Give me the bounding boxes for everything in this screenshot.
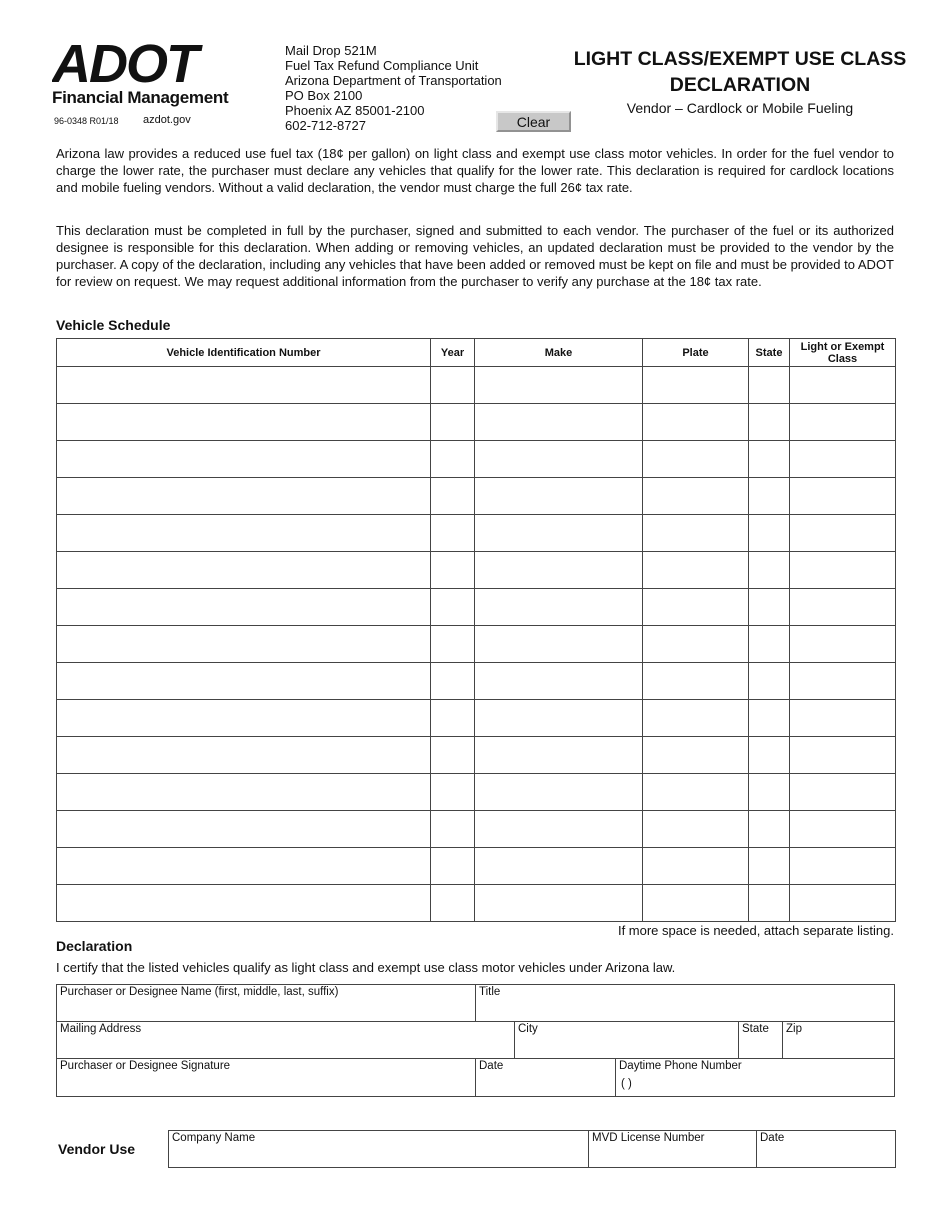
vehicle-state-cell[interactable] <box>749 478 790 515</box>
vehicle-vin-cell[interactable] <box>57 367 431 404</box>
vehicle-state-cell[interactable] <box>749 848 790 885</box>
company-name-label: Company Name <box>172 1132 256 1144</box>
website: azdot.gov <box>143 114 191 126</box>
vehicle-plate-cell[interactable] <box>643 515 749 552</box>
city-label: City <box>518 1023 538 1035</box>
vehicle-plate-cell[interactable] <box>643 700 749 737</box>
vehicle-row <box>57 441 896 478</box>
vehicle-year-cell[interactable] <box>431 626 475 663</box>
vehicle-make-cell[interactable] <box>475 885 643 922</box>
title-line-1: LIGHT CLASS/EXEMPT USE CLASS <box>573 48 907 70</box>
vehicle-year-cell[interactable] <box>431 811 475 848</box>
vehicle-state-cell[interactable] <box>749 441 790 478</box>
vehicle-year-cell[interactable] <box>431 589 475 626</box>
vehicle-year-cell[interactable] <box>431 885 475 922</box>
vehicle-row <box>57 885 896 922</box>
vehicle-vin-cell[interactable] <box>57 774 431 811</box>
address-line: Arizona Department of Transportation <box>285 73 502 88</box>
vehicle-class-cell[interactable] <box>790 552 896 589</box>
vehicle-row <box>57 663 896 700</box>
vehicle-vin-cell[interactable] <box>57 663 431 700</box>
vehicle-plate-cell[interactable] <box>643 626 749 663</box>
page-title <box>550 46 930 98</box>
vehicle-plate-cell[interactable] <box>643 811 749 848</box>
title-line-2: DECLARATION <box>669 74 811 96</box>
vehicle-class-cell[interactable] <box>790 367 896 404</box>
vendor-use-heading: Vendor Use <box>58 1141 136 1157</box>
vehicle-class-cell[interactable] <box>790 626 896 663</box>
vehicle-vin-cell[interactable] <box>57 589 431 626</box>
vehicle-row <box>57 774 896 811</box>
vehicle-state-cell[interactable] <box>749 774 790 811</box>
vehicle-class-cell[interactable] <box>790 663 896 700</box>
page-subtitle: Vendor – Cardlock or Mobile Fueling <box>626 100 854 116</box>
vehicle-row <box>57 515 896 552</box>
table-header-row <box>57 339 896 367</box>
vehicle-class-cell[interactable] <box>790 441 896 478</box>
vehicle-make-cell[interactable] <box>475 589 643 626</box>
state-label: State <box>742 1023 769 1035</box>
mvd-license-field[interactable] <box>588 1130 757 1168</box>
declaration-heading: Declaration <box>56 938 133 954</box>
vehicle-row <box>57 626 896 663</box>
phone-field[interactable] <box>615 1058 895 1097</box>
column-header-plate: Plate <box>643 339 749 367</box>
form-number: 96-0348 R01/18 <box>54 116 119 126</box>
vehicle-plate-cell[interactable] <box>643 774 749 811</box>
vehicle-state-cell[interactable] <box>749 626 790 663</box>
vehicle-row <box>57 811 896 848</box>
adot-logo-graphic <box>52 42 257 88</box>
vehicle-row <box>57 848 896 885</box>
vehicle-vin-cell[interactable] <box>57 441 431 478</box>
vehicle-plate-cell[interactable] <box>643 848 749 885</box>
vehicle-make-cell[interactable] <box>475 515 643 552</box>
vehicle-plate-cell[interactable] <box>643 737 749 774</box>
vehicle-row <box>57 737 896 774</box>
vehicle-vin-cell[interactable] <box>57 885 431 922</box>
vehicle-make-cell[interactable] <box>475 848 643 885</box>
vehicle-year-cell[interactable] <box>431 478 475 515</box>
signature-label: Purchaser or Designee Signature <box>60 1060 231 1072</box>
address-line: PO Box 2100 <box>285 88 363 103</box>
vehicle-class-cell[interactable] <box>790 848 896 885</box>
declaration-date-label: Date <box>479 1060 504 1072</box>
vehicle-vin-cell[interactable] <box>57 552 431 589</box>
vehicle-vin-cell[interactable] <box>57 478 431 515</box>
address-line: Phoenix AZ 85001-2100 <box>285 103 425 118</box>
vehicle-class-cell[interactable] <box>790 515 896 552</box>
more-space-note: If more space is needed, attach separate listing. <box>617 923 894 938</box>
vehicle-class-cell[interactable] <box>790 737 896 774</box>
mailing-address-label: Mailing Address <box>60 1023 142 1035</box>
vehicle-make-cell[interactable] <box>475 626 643 663</box>
vehicle-row <box>57 367 896 404</box>
vehicle-vin-cell[interactable] <box>57 848 431 885</box>
column-header-year: Year <box>431 339 475 367</box>
vehicle-plate-cell[interactable] <box>643 663 749 700</box>
mailing-address-field[interactable] <box>56 1021 515 1059</box>
phone-label: Daytime Phone Number <box>619 1060 742 1072</box>
column-header-class: Light or Exempt Class <box>790 339 896 367</box>
vehicle-class-cell[interactable] <box>790 589 896 626</box>
intro-paragraph-2: This declaration must be completed in full by the purchaser, signed and submitted to each vendor. The purchaser of the fuel or its authorized designee is responsible for this declaration. When adding or removing vehicles, an updated declaration must be provided to the vendor by the purchaser. A copy of the declaration, including any vehicles that have been added or removed must be kept on file and must be provided to ADOT for review on request. We may request additional information from the purchaser to verify any purchase at the 18¢ tax rate. <box>56 223 894 289</box>
vehicle-make-cell[interactable] <box>475 552 643 589</box>
state-field[interactable] <box>738 1021 783 1059</box>
adot-logo-text: ADOT <box>52 42 197 88</box>
vehicle-plate-cell[interactable] <box>643 885 749 922</box>
vehicle-year-cell[interactable] <box>431 774 475 811</box>
zip-label: Zip <box>786 1023 802 1035</box>
vehicle-class-cell[interactable] <box>790 885 896 922</box>
vehicle-state-cell[interactable] <box>749 589 790 626</box>
vehicle-make-cell[interactable] <box>475 774 643 811</box>
vehicle-state-cell[interactable] <box>749 700 790 737</box>
vehicle-vin-cell[interactable] <box>57 404 431 441</box>
signature-field[interactable] <box>56 1058 476 1097</box>
logo-subtitle: Financial Management <box>52 88 229 107</box>
vehicle-plate-cell[interactable] <box>643 367 749 404</box>
company-name-field[interactable] <box>168 1130 589 1168</box>
vehicle-vin-cell[interactable] <box>57 811 431 848</box>
address-line: Mail Drop 521M <box>285 43 377 58</box>
intro-paragraph-1: Arizona law provides a reduced use fuel tax (18¢ per gallon) on light class and exempt use class motor vehicles. In order for the fuel vendor to charge the lower rate, the purchaser must declare any vehicles that qualify for the lower rate. This declaration is required for cardlock locations and mobile fueling vendors. Without a valid declaration, the vendor must charge the full 26¢ tax rate. <box>56 146 894 195</box>
vehicle-plate-cell[interactable] <box>643 552 749 589</box>
vehicle-make-cell[interactable] <box>475 811 643 848</box>
vehicle-plate-cell[interactable] <box>643 589 749 626</box>
vehicle-class-cell[interactable] <box>790 404 896 441</box>
vehicle-year-cell[interactable] <box>431 515 475 552</box>
vehicle-state-cell[interactable] <box>749 552 790 589</box>
vehicle-class-cell[interactable] <box>790 774 896 811</box>
vehicle-vin-cell[interactable] <box>57 626 431 663</box>
vehicle-make-cell[interactable] <box>475 441 643 478</box>
title-field[interactable] <box>475 984 895 1022</box>
declaration-date-field[interactable] <box>475 1058 616 1097</box>
vehicle-state-cell[interactable] <box>749 515 790 552</box>
mailing-address-block <box>285 43 502 133</box>
address-line: 602-712-8727 <box>285 118 366 133</box>
vehicle-state-cell[interactable] <box>749 663 790 700</box>
column-header-make: Make <box>475 339 643 367</box>
vehicle-year-cell[interactable] <box>431 663 475 700</box>
vehicle-row <box>57 700 896 737</box>
vehicle-vin-cell[interactable] <box>57 737 431 774</box>
city-field[interactable] <box>514 1021 739 1059</box>
vehicle-state-cell[interactable] <box>749 737 790 774</box>
vehicle-year-cell[interactable] <box>431 848 475 885</box>
vehicle-schedule-heading: Vehicle Schedule <box>56 317 171 333</box>
vehicle-class-cell[interactable] <box>790 478 896 515</box>
vehicle-make-cell[interactable] <box>475 700 643 737</box>
vehicle-row <box>57 589 896 626</box>
vehicle-year-cell[interactable] <box>431 404 475 441</box>
zip-field[interactable] <box>782 1021 895 1059</box>
vehicle-plate-cell[interactable] <box>643 478 749 515</box>
vehicle-state-cell[interactable] <box>749 404 790 441</box>
column-header-vin: Vehicle Identification Number <box>57 339 431 367</box>
vendor-date-label: Date <box>760 1132 785 1144</box>
vehicle-class-cell[interactable] <box>790 700 896 737</box>
column-header-state: State <box>749 339 790 367</box>
vehicle-make-cell[interactable] <box>475 737 643 774</box>
purchaser-name-label: Purchaser or Designee Name (first, middle, last, suffix) <box>60 986 339 998</box>
vendor-date-field[interactable] <box>756 1130 896 1168</box>
vehicle-row <box>57 404 896 441</box>
vehicle-state-cell[interactable] <box>749 811 790 848</box>
vehicle-vin-cell[interactable] <box>57 700 431 737</box>
clear-button[interactable]: Clear <box>496 111 571 132</box>
vehicle-row <box>57 552 896 589</box>
vehicle-year-cell[interactable] <box>431 700 475 737</box>
title-label: Title <box>479 986 501 998</box>
vehicle-state-cell[interactable] <box>749 885 790 922</box>
vehicle-year-cell[interactable] <box>431 441 475 478</box>
certify-statement: I certify that the listed vehicles qualify as light class and exempt use class motor vehicles under Arizona law. <box>56 960 676 975</box>
vehicle-make-cell[interactable] <box>475 367 643 404</box>
vehicle-class-cell[interactable] <box>790 811 896 848</box>
vehicle-vin-cell[interactable] <box>57 515 431 552</box>
vehicle-make-cell[interactable] <box>475 478 643 515</box>
vehicle-row <box>57 478 896 515</box>
mvd-license-label: MVD License Number <box>592 1132 705 1144</box>
vehicle-year-cell[interactable] <box>431 737 475 774</box>
purchaser-name-field[interactable] <box>56 984 476 1022</box>
phone-area-code-parens: ( ) <box>621 1078 632 1090</box>
vehicle-year-cell[interactable] <box>431 552 475 589</box>
address-line: Fuel Tax Refund Compliance Unit <box>285 58 479 73</box>
vehicle-state-cell[interactable] <box>749 367 790 404</box>
vehicle-make-cell[interactable] <box>475 404 643 441</box>
vehicle-plate-cell[interactable] <box>643 441 749 478</box>
vehicle-make-cell[interactable] <box>475 663 643 700</box>
vehicle-plate-cell[interactable] <box>643 404 749 441</box>
vehicle-schedule-table <box>56 338 896 922</box>
vehicle-year-cell[interactable] <box>431 367 475 404</box>
